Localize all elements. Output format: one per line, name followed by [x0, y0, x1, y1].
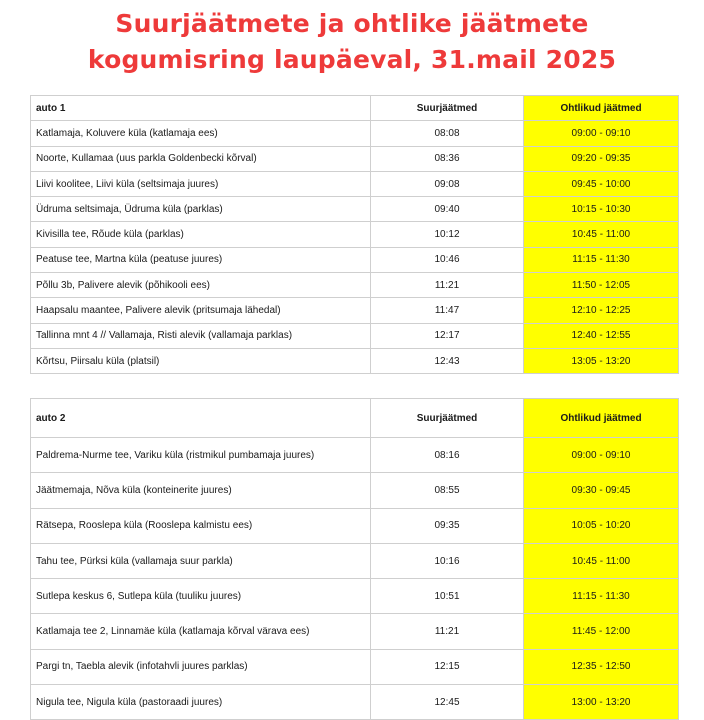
bulky-waste-time-cell: 11:21 [371, 614, 524, 649]
table-row [31, 508, 679, 543]
table-row [31, 298, 679, 323]
hazardous-waste-time-cell: 10:45 - 11:00 [524, 543, 679, 578]
table-header-row [31, 399, 679, 438]
bulky-waste-time-cell: 08:36 [371, 146, 524, 171]
table-row [31, 685, 679, 720]
location-cell: Jäätmemaja, Nõva küla (konteinerite juures) [31, 473, 371, 508]
location-cell: Pargi tn, Taebla alevik (infotahvli juures parklas) [31, 649, 371, 684]
location-cell: Liivi koolitee, Liivi küla (seltsimaja juures) [31, 171, 371, 196]
bulky-waste-header: Suurjäätmed [371, 96, 524, 121]
bulky-waste-time-cell: 12:45 [371, 685, 524, 720]
table-row [31, 649, 679, 684]
hazardous-waste-time-cell: 10:45 - 11:00 [524, 222, 679, 247]
hazardous-waste-time-cell: 09:30 - 09:45 [524, 473, 679, 508]
table-row [31, 323, 679, 348]
schedule-table-auto-2 [30, 398, 679, 720]
table-row [31, 348, 679, 373]
hazardous-waste-time-cell: 09:45 - 10:00 [524, 171, 679, 196]
location-cell: Paldrema-Nurme tee, Variku küla (ristmikul pumbamaja juures) [31, 438, 371, 473]
hazardous-waste-time-cell: 13:05 - 13:20 [524, 348, 679, 373]
table-row [31, 222, 679, 247]
route-header: auto 2 [31, 399, 371, 438]
bulky-waste-time-cell: 10:51 [371, 579, 524, 614]
schedule-table-auto-1 [30, 95, 679, 374]
bulky-waste-time-cell: 09:08 [371, 171, 524, 196]
bulky-waste-time-cell: 12:15 [371, 649, 524, 684]
table-row [31, 579, 679, 614]
bulky-waste-time-cell: 08:08 [371, 121, 524, 146]
location-cell: Tallinna mnt 4 // Vallamaja, Risti alevik (vallamaja parklas) [31, 323, 371, 348]
location-cell: Katlamaja, Koluvere küla (katlamaja ees) [31, 121, 371, 146]
location-cell: Katlamaja tee 2, Linnamäe küla (katlamaja kõrval värava ees) [31, 614, 371, 649]
table-row [31, 121, 679, 146]
location-cell: Põllu 3b, Palivere alevik (põhikooli ees) [31, 273, 371, 298]
hazardous-waste-time-cell: 10:05 - 10:20 [524, 508, 679, 543]
table-row [31, 614, 679, 649]
table-row [31, 543, 679, 578]
hazardous-waste-time-cell: 11:15 - 11:30 [524, 579, 679, 614]
table-row [31, 473, 679, 508]
location-cell: Peatuse tee, Martna küla (peatuse juures) [31, 247, 371, 272]
bulky-waste-time-cell: 12:43 [371, 348, 524, 373]
title-line-2: kogumisring laupäeval, 31.mail 2025 [87, 45, 617, 74]
table-body [31, 121, 679, 374]
hazardous-waste-time-cell: 13:00 - 13:20 [524, 685, 679, 720]
bulky-waste-header: Suurjäätmed [371, 399, 524, 438]
location-cell: Kõrtsu, Piirsalu küla (platsil) [31, 348, 371, 373]
hazardous-waste-time-cell: 11:15 - 11:30 [524, 247, 679, 272]
bulky-waste-time-cell: 08:16 [371, 438, 524, 473]
table-row [31, 146, 679, 171]
location-cell: Kivisilla tee, Rõude küla (parklas) [31, 222, 371, 247]
table-row [31, 197, 679, 222]
bulky-waste-time-cell: 10:12 [371, 222, 524, 247]
hazardous-waste-header: Ohtlikud jäätmed [524, 399, 679, 438]
hazardous-waste-time-cell: 09:00 - 09:10 [524, 438, 679, 473]
bulky-waste-time-cell: 12:17 [371, 323, 524, 348]
table-body [31, 438, 679, 720]
location-cell: Haapsalu maantee, Palivere alevik (pritsumaja lähedal) [31, 298, 371, 323]
bulky-waste-time-cell: 11:21 [371, 273, 524, 298]
location-cell: Nigula tee, Nigula küla (pastoraadi juures) [31, 685, 371, 720]
location-cell: Noorte, Kullamaa (uus parkla Goldenbecki kõrval) [31, 146, 371, 171]
location-cell: Rätsepa, Rooslepa küla (Rooslepa kalmistu ees) [31, 508, 371, 543]
hazardous-waste-header: Ohtlikud jäätmed [524, 96, 679, 121]
title-line-1: Suurjäätmete ja ohtlike jäätmete [115, 9, 589, 38]
hazardous-waste-time-cell: 09:00 - 09:10 [524, 121, 679, 146]
hazardous-waste-time-cell: 12:40 - 12:55 [524, 323, 679, 348]
hazardous-waste-time-cell: 10:15 - 10:30 [524, 197, 679, 222]
bulky-waste-time-cell: 11:47 [371, 298, 524, 323]
hazardous-waste-time-cell: 12:35 - 12:50 [524, 649, 679, 684]
table-header-row [31, 96, 679, 121]
table-row [31, 438, 679, 473]
location-cell: Sutlepa keskus 6, Sutlepa küla (tuuliku juures) [31, 579, 371, 614]
hazardous-waste-time-cell: 09:20 - 09:35 [524, 146, 679, 171]
table-row [31, 247, 679, 272]
table-row [31, 273, 679, 298]
hazardous-waste-time-cell: 12:10 - 12:25 [524, 298, 679, 323]
bulky-waste-time-cell: 08:55 [371, 473, 524, 508]
table-row [31, 171, 679, 196]
bulky-waste-time-cell: 10:16 [371, 543, 524, 578]
bulky-waste-time-cell: 10:46 [371, 247, 524, 272]
location-cell: Üdruma seltsimaja, Üdruma küla (parklas) [31, 197, 371, 222]
hazardous-waste-time-cell: 11:45 - 12:00 [524, 614, 679, 649]
hazardous-waste-time-cell: 11:50 - 12:05 [524, 273, 679, 298]
location-cell: Tahu tee, Pürksi küla (vallamaja suur parkla) [31, 543, 371, 578]
bulky-waste-time-cell: 09:40 [371, 197, 524, 222]
page-title [0, 6, 704, 78]
route-header: auto 1 [31, 96, 371, 121]
bulky-waste-time-cell: 09:35 [371, 508, 524, 543]
